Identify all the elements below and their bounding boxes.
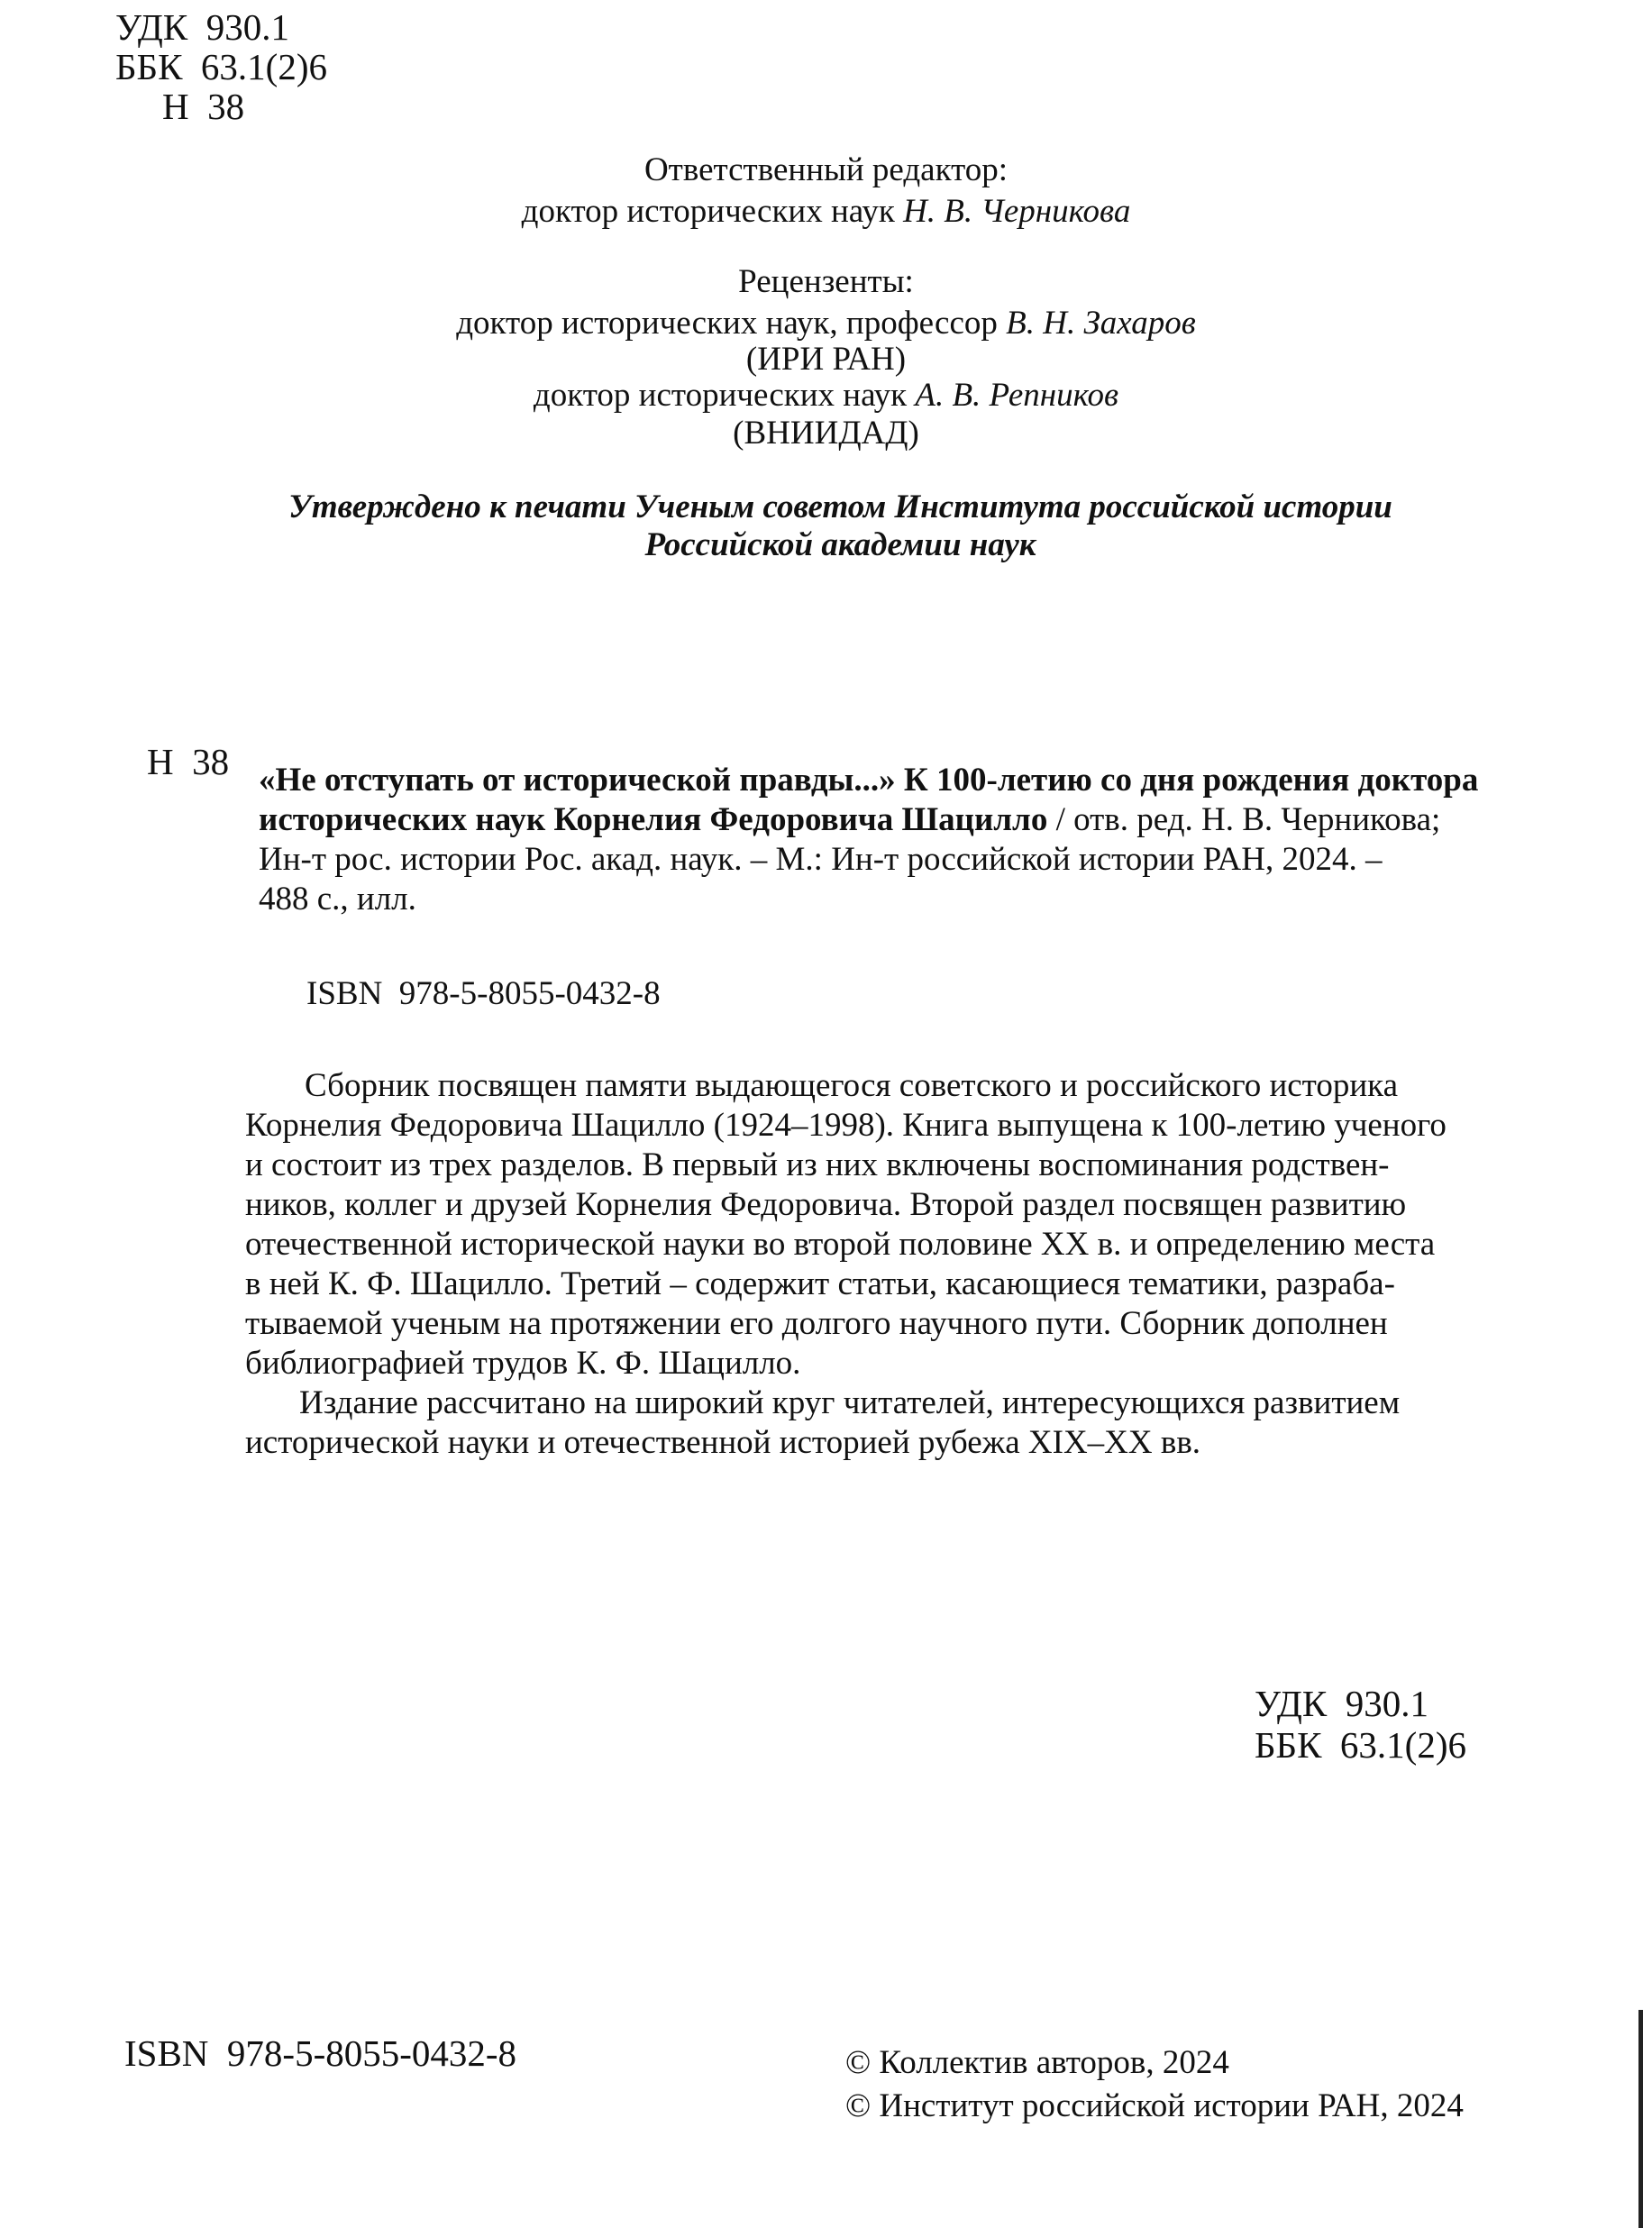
bib-line-3: Ин-т рос. истории Рос. акад. наук. – М.: Ин-т российской истории РАН, 2024. –: [259, 841, 1383, 878]
reviewer2-line: [0, 377, 1652, 414]
annotation-line: Издание рассчитано на широкий круг читателей, интересующихся развитием: [299, 1384, 1401, 1421]
annotation-line: и состоит из трех разделов. В первый из них включены воспоминания родствен-: [245, 1146, 1390, 1183]
copyright-institute: © Институт российской истории РАН, 2024: [845, 2087, 1464, 2124]
scan-edge-mark: [1638, 2010, 1643, 2228]
bibliographic-description: [259, 762, 1478, 918]
annotation-line: библиографией трудов К. Ф. Шацилло.: [245, 1345, 801, 1382]
editor-label: Ответственный редактор:: [643, 151, 1009, 188]
editor-degree: доктор исторических наук: [521, 193, 904, 230]
approval-line-1: Утверждено к печати Ученым советом Института российской истории: [288, 489, 1392, 525]
bib-line-1: «Не отступать от исторической правды...» К 100-летию со дня рождения доктора: [259, 762, 1479, 799]
reviewer2-degree: доктор исторических наук: [533, 377, 916, 414]
bib-editor: / отв. ред. Н. В. Черникова;: [1047, 801, 1441, 838]
annotation-line: в ней К. Ф. Шацилло. Третий – содержит статьи, касающиеся тематики, разраба-: [245, 1265, 1395, 1302]
editor-line: [0, 193, 1652, 230]
isbn-inline: ISBN 978-5-8055-0432-8: [306, 975, 661, 1012]
udk-code-bottom: УДК 930.1: [1255, 1683, 1428, 1724]
annotation-line: тываемой ученым на протяжении его долгого научного пути. Сборник дополнен: [245, 1305, 1388, 1342]
annotation-paragraph-2: [245, 1383, 1447, 1463]
reviewer2-org: (ВНИИДАД): [733, 415, 919, 452]
reviewer2-name: А. В. Репников: [915, 377, 1119, 414]
author-mark: Н 38: [147, 741, 230, 782]
annotation-line: Сборник посвящен памяти выдающегося советского и российского историка: [305, 1067, 1398, 1104]
copyright-authors: © Коллектив авторов, 2024: [845, 2044, 1229, 2081]
udk-code-top: УДК 930.1: [115, 6, 289, 48]
annotation-line: Корнелия Федоровича Шацилло (1924–1998). Книга выпущена к 100-летию ученого: [245, 1107, 1447, 1144]
annotation: [245, 1066, 1447, 1463]
approval-line-2: Российской академии наук: [644, 526, 1036, 563]
reviewer1-name: В. Н. Захаров: [1006, 305, 1196, 342]
reviewers-label: Рецензенты:: [738, 263, 914, 300]
reviewer1-degree: доктор исторических наук, профессор: [456, 305, 1007, 342]
annotation-line: отечественной исторической науки во второй половине XX в. и определению места: [245, 1226, 1436, 1263]
reviewer1-org: (ИРИ РАН): [745, 341, 907, 378]
reviewer1-line: [0, 305, 1652, 342]
bbk-code-top: ББК 63.1(2)6: [115, 46, 327, 87]
bib-line-2: [259, 801, 1478, 838]
bib-title-cont: исторических наук Корнелия Федоровича Шацилло: [259, 801, 1048, 838]
editor-name: Н. В. Черникова: [903, 193, 1131, 230]
bib-line-4: 488 с., илл.: [259, 881, 416, 918]
annotation-line: исторической науки и отечественной историей рубежа XIX–XX вв.: [245, 1424, 1201, 1461]
isbn-footer: ISBN 978-5-8055-0432-8: [124, 2032, 517, 2074]
bbk-code-bottom: ББК 63.1(2)6: [1255, 1724, 1466, 1766]
author-mark-top: Н 38: [162, 86, 245, 127]
annotation-line: ников, коллег и друзей Корнелия Федоровича. Второй раздел посвящен развитию: [245, 1186, 1407, 1223]
annotation-paragraph-1: [245, 1066, 1447, 1383]
